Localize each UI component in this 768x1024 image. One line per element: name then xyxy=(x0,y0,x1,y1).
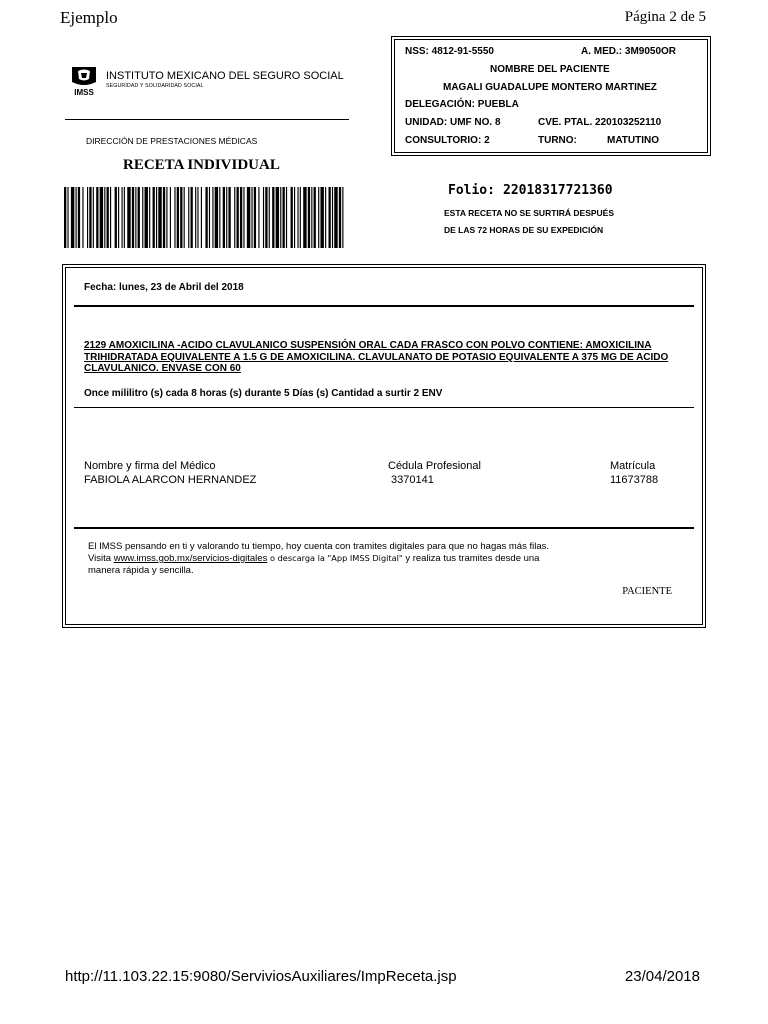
barcode-bar xyxy=(166,187,167,248)
barcode-bar xyxy=(276,187,279,248)
barcode-bar xyxy=(228,187,230,248)
doctor-name-label: Nombre y firma del Médico xyxy=(84,460,216,472)
barcode-bar xyxy=(339,187,341,248)
patient-name-label: NOMBRE DEL PACIENTE xyxy=(490,64,610,75)
barcode-bar xyxy=(294,187,295,248)
barcode-bar xyxy=(197,187,198,248)
barcode-bar xyxy=(254,187,256,248)
direccion-label: DIRECCIÓN DE PRESTACIONES MÉDICAS xyxy=(86,136,258,146)
page-number: Página 2 de 5 xyxy=(624,9,706,25)
app-download-text: o descarga la "App IMSS Digital" xyxy=(269,553,403,563)
barcode-bar xyxy=(318,187,319,248)
receta-title: RECETA INDIVIDUAL xyxy=(123,157,280,173)
prescription-box xyxy=(62,264,706,628)
barcode-bar xyxy=(243,187,244,248)
barcode-bar xyxy=(135,187,136,248)
barcode-bar xyxy=(251,187,252,248)
barcode-bar xyxy=(201,187,202,248)
barcode-bar xyxy=(87,187,88,248)
barcode-bar xyxy=(311,187,312,248)
cedula-number: 3370141 xyxy=(391,474,434,486)
barcode-bar xyxy=(100,187,103,248)
patient-cve-ptal: CVE. PTAL. 220103252110 xyxy=(538,117,662,128)
barcode-bar xyxy=(226,187,227,248)
logo-text: IMSS xyxy=(74,88,94,97)
barcode-bar xyxy=(240,187,242,248)
visit-suffix: y realiza tus tramites desde una xyxy=(405,553,540,564)
barcode-bar xyxy=(110,187,111,248)
prescription-date: Fecha: lunes, 23 de Abril del 2018 xyxy=(84,282,244,293)
barcode-bar xyxy=(280,187,281,248)
barcode-bar xyxy=(234,187,235,248)
barcode-bar xyxy=(300,187,301,248)
barcode-bar xyxy=(258,187,259,248)
barcode-bar xyxy=(71,187,74,248)
barcode-bar xyxy=(219,187,220,248)
barcode-bar xyxy=(104,187,105,248)
barcode-bar xyxy=(283,187,285,248)
barcode-bar xyxy=(325,187,326,248)
folio-label: Folio: xyxy=(448,183,495,198)
barcode-bar xyxy=(177,187,179,248)
barcode-bar xyxy=(195,187,196,248)
copy-label: PACIENTE xyxy=(622,586,672,597)
barcode-bar xyxy=(149,187,150,248)
barcode-bar xyxy=(191,187,193,248)
barcode-bar xyxy=(115,187,117,248)
barcode-bar xyxy=(334,187,337,248)
barcode-bar xyxy=(122,187,123,248)
barcode-bar xyxy=(303,187,306,248)
expiry-warning-line1: ESTA RECETA NO SE SURTIRÁ DESPUÉS xyxy=(444,208,615,218)
barcode-bar xyxy=(107,187,109,248)
digital-services-visit xyxy=(88,553,539,564)
barcode-bar xyxy=(205,187,207,248)
section-divider xyxy=(74,527,694,529)
barcode-bar xyxy=(223,187,225,248)
barcode-bar xyxy=(82,187,83,248)
patient-turno-label: TURNO: xyxy=(538,135,577,146)
medication-dosage: Once mililitro (s) cada 8 horas (s) durante 5 Días (s) Cantidad a surtir 2 ENV xyxy=(84,388,443,399)
barcode-bar xyxy=(329,187,331,248)
barcode-bar xyxy=(308,187,310,248)
medication-description: 2129 AMOXICILINA -ACIDO CLAVULANICO SUSPENSIÓN ORAL CADA FRASCO CON POLVO CONTIENE: AMOXICILINA TRIHIDRATADA EQUIVALENTE A 1.5 G DE AMOXICILINA. CLAVULANATO DE POTASIO EQUIVALENTE A 375 MG DE ACIDO CLAVULANICO. ENVASE CON 60 xyxy=(84,340,669,374)
header-divider xyxy=(65,119,349,120)
section-divider xyxy=(74,305,694,307)
barcode-bar xyxy=(314,187,316,248)
barcode-bar xyxy=(127,187,130,248)
patient-info-box xyxy=(391,36,711,156)
barcode-bar xyxy=(138,187,140,248)
barcode-bar xyxy=(163,187,165,248)
institution-slogan: SEGURIDAD Y SOLIDARIDAD SOCIAL xyxy=(106,83,204,89)
barcode-bar xyxy=(89,187,91,248)
patient-a-med: A. MED.: 3M9050OR xyxy=(581,46,677,57)
barcode-bar xyxy=(237,187,239,248)
barcode-bar xyxy=(332,187,333,248)
barcode-bar xyxy=(158,187,161,248)
barcode-bar xyxy=(132,187,134,248)
barcode-bar xyxy=(265,187,267,248)
matricula-label: Matrícula xyxy=(610,460,656,472)
barcode-bar xyxy=(67,187,68,248)
barcode-bar xyxy=(145,187,148,248)
patient-turno: MATUTINO xyxy=(607,135,660,146)
barcode-bar xyxy=(64,187,66,248)
barcode-bar xyxy=(342,187,343,248)
patient-delegacion: DELEGACIÓN: PUEBLA xyxy=(405,99,519,110)
doctor-name: FABIOLA ALARCON HERNANDEZ xyxy=(84,474,257,486)
section-divider xyxy=(74,407,694,408)
barcode-bar xyxy=(153,187,155,248)
barcode-bar xyxy=(76,187,77,248)
footer-date: 23/04/2018 xyxy=(624,968,700,985)
barcode-bar xyxy=(263,187,264,248)
barcode-bar xyxy=(291,187,293,248)
document-title: Ejemplo xyxy=(60,8,118,27)
patient-info-inner xyxy=(394,39,708,153)
matricula-number: 11673788 xyxy=(610,474,659,486)
cedula-label: Cédula Profesional xyxy=(388,460,481,472)
digital-services-closing: manera rápida y sencilla. xyxy=(88,565,194,576)
expiry-warning-line2: DE LAS 72 HORAS DE SU EXPEDICIÓN xyxy=(444,225,604,235)
barcode-bar xyxy=(188,187,189,248)
barcode-bar xyxy=(174,187,175,248)
footer-url: http://11.103.22.15:9080/ServiviosAuxiliares/ImpReceta.jsp xyxy=(65,968,457,985)
barcode-bar xyxy=(215,187,218,248)
patient-consultorio: CONSULTORIO: 2 xyxy=(405,135,490,146)
patient-unidad: UNIDAD: UMF NO. 8 xyxy=(405,117,501,128)
visit-prefix: Visita xyxy=(88,553,112,564)
barcode xyxy=(64,187,344,248)
barcode-bar xyxy=(93,187,94,248)
barcode-bar xyxy=(209,187,210,248)
barcode-bar xyxy=(156,187,157,248)
barcode-bar xyxy=(297,187,298,248)
prescription-inner xyxy=(65,267,703,625)
patient-name: MAGALI GUADALUPE MONTERO MARTINEZ xyxy=(443,82,657,93)
imss-logo-icon xyxy=(70,64,98,98)
barcode-bar xyxy=(142,187,143,248)
barcode-bar xyxy=(180,187,182,248)
digital-services-info: El IMSS pensando en ti y valorando tu tiempo, hoy cuenta con tramites digitales para que no hagas más filas. xyxy=(88,541,550,552)
barcode-bar xyxy=(170,187,171,248)
barcode-bar xyxy=(96,187,98,248)
barcode-bar xyxy=(272,187,274,248)
folio-number: 22018317721360 xyxy=(503,183,613,198)
barcode-bar xyxy=(286,187,287,248)
barcode-bar xyxy=(247,187,250,248)
barcode-bar xyxy=(78,187,80,248)
barcode-bar xyxy=(118,187,119,248)
barcode-bar xyxy=(320,187,323,248)
imss-digital-link[interactable]: www.imss.gob.mx/servicios-digitales xyxy=(113,553,268,564)
barcode-bar xyxy=(124,187,125,248)
barcode-bar xyxy=(212,187,213,248)
institution-name: INSTITUTO MEXICANO DEL SEGURO SOCIAL xyxy=(106,70,344,82)
barcode-bar xyxy=(184,187,185,248)
patient-nss: NSS: 4812-91-5550 xyxy=(405,46,494,57)
barcode-bar xyxy=(269,187,270,248)
